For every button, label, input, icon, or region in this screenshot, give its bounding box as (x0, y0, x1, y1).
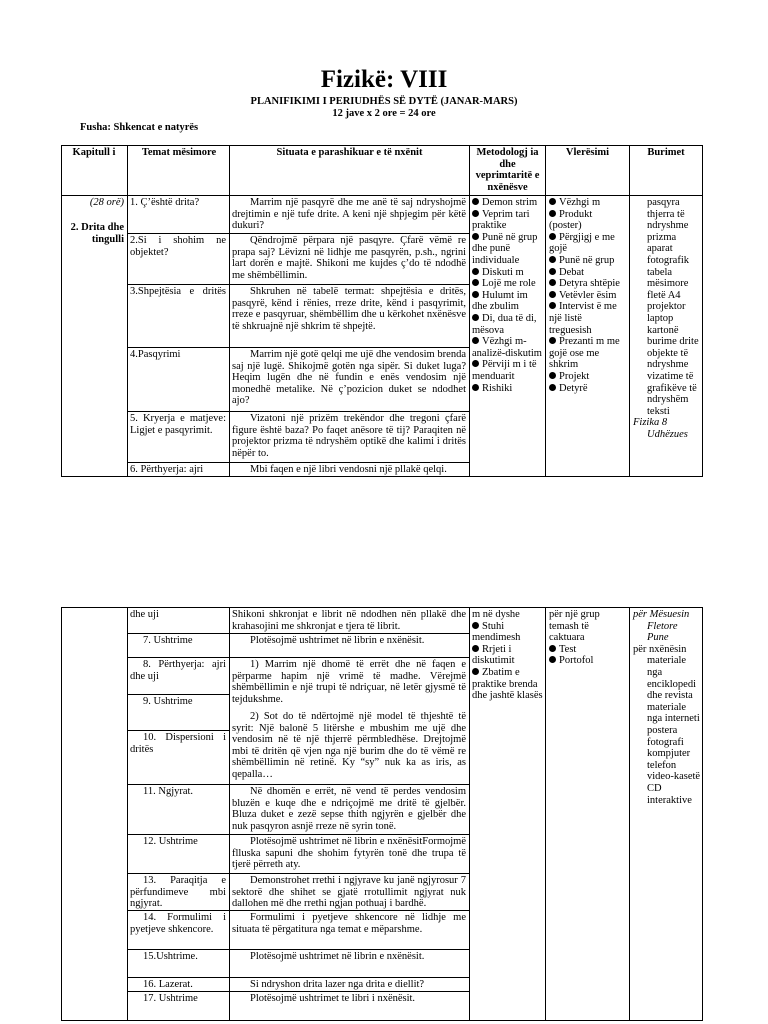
column-divider (229, 607, 230, 1021)
list-item: Detyrë (549, 383, 627, 395)
topic-cell: 2.Si i shohim ne objektet? (130, 235, 226, 258)
bullet-icon (472, 198, 479, 205)
situation-cell: Shikoni shkronjat e librit në ndodhen nën pllakë dhe krahasojini me shkronjat e tjera të librit. (232, 609, 466, 632)
list-item: Fletore Pune (647, 620, 678, 644)
list-item: Përgjigj e me gojë (549, 231, 615, 255)
situation-cell: Marrim një pasqyrë dhe me anë të saj ndryshojmë drejtimin e një tufe drite. A keni një shpjegim për këtë dukuri? (232, 197, 466, 232)
list-item: fletë A4 (647, 289, 681, 301)
row-divider (127, 284, 469, 285)
list-item: materiale nga interneti (647, 701, 700, 725)
bullet-icon (472, 291, 479, 298)
topic-cell: dhe uji (130, 609, 159, 620)
list-item: Produkt (poster) (549, 208, 593, 232)
bullet-icon (472, 360, 479, 367)
header-assessment: Vlerësimi (565, 147, 610, 158)
situation-cell: Vizatoni një prizëm trekëndor dhe tregoni çfarë figure është baza? Po faqet anësore të tij? Paraqiten në projektor prizma të ndryshëm optikë dhe kalimi i dritës nëpër to. (232, 413, 466, 459)
bullet-icon (472, 233, 479, 240)
column-divider (545, 145, 546, 477)
list-item: tabela mësimore (647, 266, 689, 290)
topic-cell: 4.Pasqyrimi (130, 349, 181, 360)
list-item: objekte të ndryshme (647, 347, 689, 371)
bullet-icon (549, 302, 556, 309)
table-border (61, 607, 703, 608)
bullet-icon (472, 384, 479, 391)
bullet-icon (549, 384, 556, 391)
list-item: materiale nga enciklopedi dhe revista (647, 655, 696, 702)
list-item: Detyra shtëpie (549, 278, 627, 290)
list-item: fotografi (647, 736, 684, 748)
situation-cell: Plotësojmë ushtrimet në librin e nxënësit. (250, 951, 425, 962)
assessment-list (549, 609, 627, 667)
situation-cell: Shkruhen në tabelë termat: shpejtësia e dritës, pasqyrë, kënd i rënies, rreze drite, kënd i pasqyrimit, rreze e pasqyruar, shëmbëllim dhe u kërkohet nxënësve të shkruajnë një shkrim të shpejtë. (232, 286, 466, 332)
list-item: Hulumt im dhe zbulim (472, 289, 528, 313)
situation-cell: Marrim një gotë qelqi me ujë dhe vendosim brenda saj një lugë. Shikojmë gotën nga sipër. Si duket luga? Heqim lugën dhe në fundin e enës vendosim një monedhë metalike. Në ç’pozicion duket se ndodhet ajo? (232, 349, 466, 407)
list-item: Projekt (549, 371, 627, 383)
list-item: Veprim tari praktike (472, 208, 530, 232)
header-methodology: Metodologj ia dhe veprimtaritë e nxënësve (475, 147, 540, 193)
assessment-list (549, 197, 627, 394)
bullet-icon (472, 337, 479, 344)
situation-cell: Plotësojmë ushtrimet te libri i nxënësit. (250, 993, 416, 1004)
list-item: për Mësuesin (633, 609, 690, 620)
column-divider (127, 145, 128, 477)
topic-cell: 6. Përthyerja: ajri (130, 464, 204, 475)
list-item: video-kasetë (647, 771, 701, 783)
list-item: Di, dua të di, mësova (472, 312, 537, 336)
bullet-icon (549, 372, 556, 379)
header-topics: Temat mësimore (141, 147, 217, 158)
situation-cell: Qëndrojmë përpara një pasqyre. Çfarë vëmë re prapa saj? Lëvizni në lidhje me pasqyrën, p.sh., ngrini lart dorën e majtë. Shikoni me kujdes ç’do të ndodhë me shëmbëllimin. (232, 235, 466, 281)
header-chapter: Kapitull i (72, 147, 116, 158)
list-item: Debat (549, 267, 627, 279)
list-item: projektor (647, 301, 686, 313)
header-resources: Burimet (647, 147, 685, 158)
list-item: Demon strim (472, 197, 544, 209)
bullet-icon (549, 256, 556, 263)
bullet-icon (472, 668, 479, 675)
column-divider (629, 607, 630, 1021)
row-divider (127, 784, 469, 785)
bullet-icon (549, 645, 556, 652)
topic-cell: 15.Ushtrime. (143, 951, 198, 962)
topic-cell: 13. Paraqitja e përfundimeve mbi ngjyrat. (130, 875, 226, 910)
header-situation: Situata e parashikuar e të nxënit (276, 147, 423, 158)
document-subtitle: PLANIFIKIMI I PERIUDHËS SË DYTË (JANAR-MARS) (250, 96, 518, 107)
list-item: Portofol (549, 655, 627, 667)
topic-cell: 12. Ushtrime (143, 836, 198, 847)
bullet-icon (549, 233, 556, 240)
row-divider (127, 834, 469, 835)
situation-cell: Demonstrohet rrethi i ngjyrave ku janë ngjyrosur 7 sektorë dhe shihet se gjatë rrotullimit ngjyrat nuk dallohen më dhe rrethi ngjan pothuaj i bardhë. (232, 875, 466, 910)
bullet-icon (549, 279, 556, 286)
list-item: teksti (647, 405, 670, 417)
resources-list (633, 197, 701, 440)
row-divider (127, 991, 469, 992)
topic-cell: 7. Ushtrime (143, 635, 193, 646)
column-divider (629, 145, 630, 477)
topic-cell: 9. Ushtrime (143, 696, 193, 707)
situation-cell: Formulimi i pyetjeve shkencore në lidhje me situata të përgatitura nga temat e mëparshme. (232, 912, 466, 935)
list-item: Test (549, 644, 627, 656)
column-divider (469, 145, 470, 477)
bullet-icon (549, 198, 556, 205)
bullet-icon (472, 314, 479, 321)
list-item: Vëzhgi m-analizë-diskutim (472, 336, 542, 359)
bullet-icon (472, 210, 479, 217)
table-border (61, 145, 703, 146)
topic-cell: 10. Dispersioni i dritës (130, 732, 226, 755)
list-item: Fizika 8 (633, 417, 668, 429)
list-item: Vëzhgi m (549, 197, 627, 209)
list-item: prizma (647, 231, 677, 243)
topic-cell: 5. Kryerja e matjeve: Ligjet e pasqyrimit. (130, 413, 226, 436)
bullet-icon (549, 291, 556, 298)
row-divider (127, 910, 469, 911)
table-border (702, 607, 703, 1021)
table-border (61, 607, 62, 1021)
chapter-name: 2. Drita dhe tingulli (70, 222, 124, 245)
topic-cell: 16. Lazerat. (143, 979, 193, 990)
list-item: m në dyshe (472, 609, 520, 620)
list-item: kartonë (647, 324, 679, 336)
bullet-icon (549, 210, 556, 217)
list-item: Përviji m i të menduarit (472, 359, 537, 382)
list-item: Stuhi mendimesh (472, 620, 521, 644)
list-item: kompjuter (647, 748, 691, 760)
subject-field: Fusha: Shkencat e natyrës (80, 122, 199, 133)
list-item: Rishiki (472, 383, 544, 395)
list-item: Punë në grup (549, 255, 627, 267)
row-divider (127, 411, 469, 412)
list-item: për nxënësin (633, 643, 687, 655)
row-divider (127, 694, 230, 695)
list-item: burime drite (647, 336, 699, 348)
list-item: Udhëzues (647, 428, 688, 440)
row-divider (127, 347, 469, 348)
chapter-hours: (28 orë) (89, 197, 124, 208)
row-divider (127, 657, 469, 658)
topic-cell: 17. Ushtrime (143, 993, 198, 1004)
list-item: Punë në grup dhe punë individuale (472, 231, 538, 266)
table-border (61, 145, 62, 477)
row-divider (127, 233, 469, 234)
situation-cell: Plotësojmë ushtrimet në librin e nxënësit. (250, 635, 425, 646)
hours-line: 12 jave x 2 ore = 24 ore (332, 108, 436, 119)
topic-cell: 14. Formulimi i pyetjeve shkencore. (130, 912, 226, 935)
bullet-icon (472, 622, 479, 629)
situation-cell: Plotësojmë ushtrimet në librin e nxënësitFormojmë flluska sapuni dhe shohim fytyrën tonë dhe trupa të tjerë përreth aty. (232, 836, 466, 871)
topic-cell: 3.Shpejtësia e dritës (130, 286, 226, 297)
table-border (702, 145, 703, 477)
column-divider (229, 145, 230, 477)
methodology-list (472, 197, 544, 394)
list-item: laptop (647, 312, 674, 324)
bullet-icon (549, 656, 556, 663)
list-item: për një grup temash të caktuara (549, 609, 600, 644)
list-item: postera (647, 724, 678, 736)
list-item: Prezanti m me gojë ose me shkrim (549, 336, 620, 371)
column-divider (127, 607, 128, 1021)
list-item: CD interaktive (647, 782, 692, 806)
list-item: telefon (647, 759, 677, 771)
list-item: pasqyra (647, 197, 680, 208)
row-divider (127, 977, 469, 978)
list-item: Diskuti m (472, 267, 544, 279)
row-divider (127, 730, 230, 731)
situation-cell: 1) Marrim një dhomë të errët dhe në faqen e përparme hapim një vrimë të madhe. Vërejmë shëmbëllimin e një trupi të ndriçuar, në letër gjysmë të tejdukshme. (232, 659, 466, 705)
situation-cell: 2) Sot do të ndërtojmë një model të thjeshtë të syrit: Një balonë 5 litërshe e mbushim me ujë dhe vendosim në të një thjerrë përmbledhëse. Drejtojmë mbi të dritën që vjen nga një burim dhe do të vëmë re shëmbëllimin në retinë. Ky “sy” nuk ka as iris, as qepalla… (232, 711, 466, 780)
methodology-list (472, 609, 544, 702)
list-item: Lojë me role (472, 278, 544, 290)
list-item: Vetëvler ësim (549, 290, 627, 302)
list-item: thjerra të ndryshme (647, 208, 689, 232)
bullet-icon (472, 279, 479, 286)
situation-cell: Në dhomën e errët, në vend të perdes vendosim bluzën e kuqe dhe e ndriçojmë me dritë të gjelbër. Bluza duket e zezë sepse thith ngjyrën e gjelbër dhe nuk pasqyron asnjë rreze në syrin tonë. (232, 786, 466, 832)
list-item: Rrjeti i diskutimit (472, 643, 515, 667)
row-divider (127, 633, 469, 634)
topic-cell: 11. Ngjyrat. (143, 786, 194, 797)
topic-cell: 1. Ç’është drita? (130, 197, 200, 208)
column-divider (545, 607, 546, 1021)
situation-cell: Mbi faqen e një libri vendosni një pllakë qelqi. (250, 464, 447, 475)
list-item: Zbatim e praktike brenda dhe jashtë klasës (472, 666, 543, 702)
table-border (61, 195, 703, 196)
row-divider (127, 462, 469, 463)
resources-list (633, 609, 701, 806)
bullet-icon (549, 337, 556, 344)
situation-cell: Si ndryshon drita lazer nga drita e diellit? (250, 979, 425, 990)
bullet-icon (549, 268, 556, 275)
document-title: Fizikë: VIII (320, 66, 448, 93)
row-divider (127, 873, 469, 874)
topic-cell: 8. Përthyerja: ajri dhe uji (130, 659, 226, 682)
table-border (61, 1020, 703, 1021)
bullet-icon (472, 268, 479, 275)
row-divider (127, 949, 469, 950)
bullet-icon (472, 645, 479, 652)
list-item: aparat fotografik (647, 243, 689, 266)
table-border (61, 476, 703, 477)
column-divider (469, 607, 470, 1021)
list-item: vizatime të grafikëve të ndryshëm (647, 370, 697, 406)
list-item: Intervist ë me një listë treguesish (549, 301, 617, 336)
